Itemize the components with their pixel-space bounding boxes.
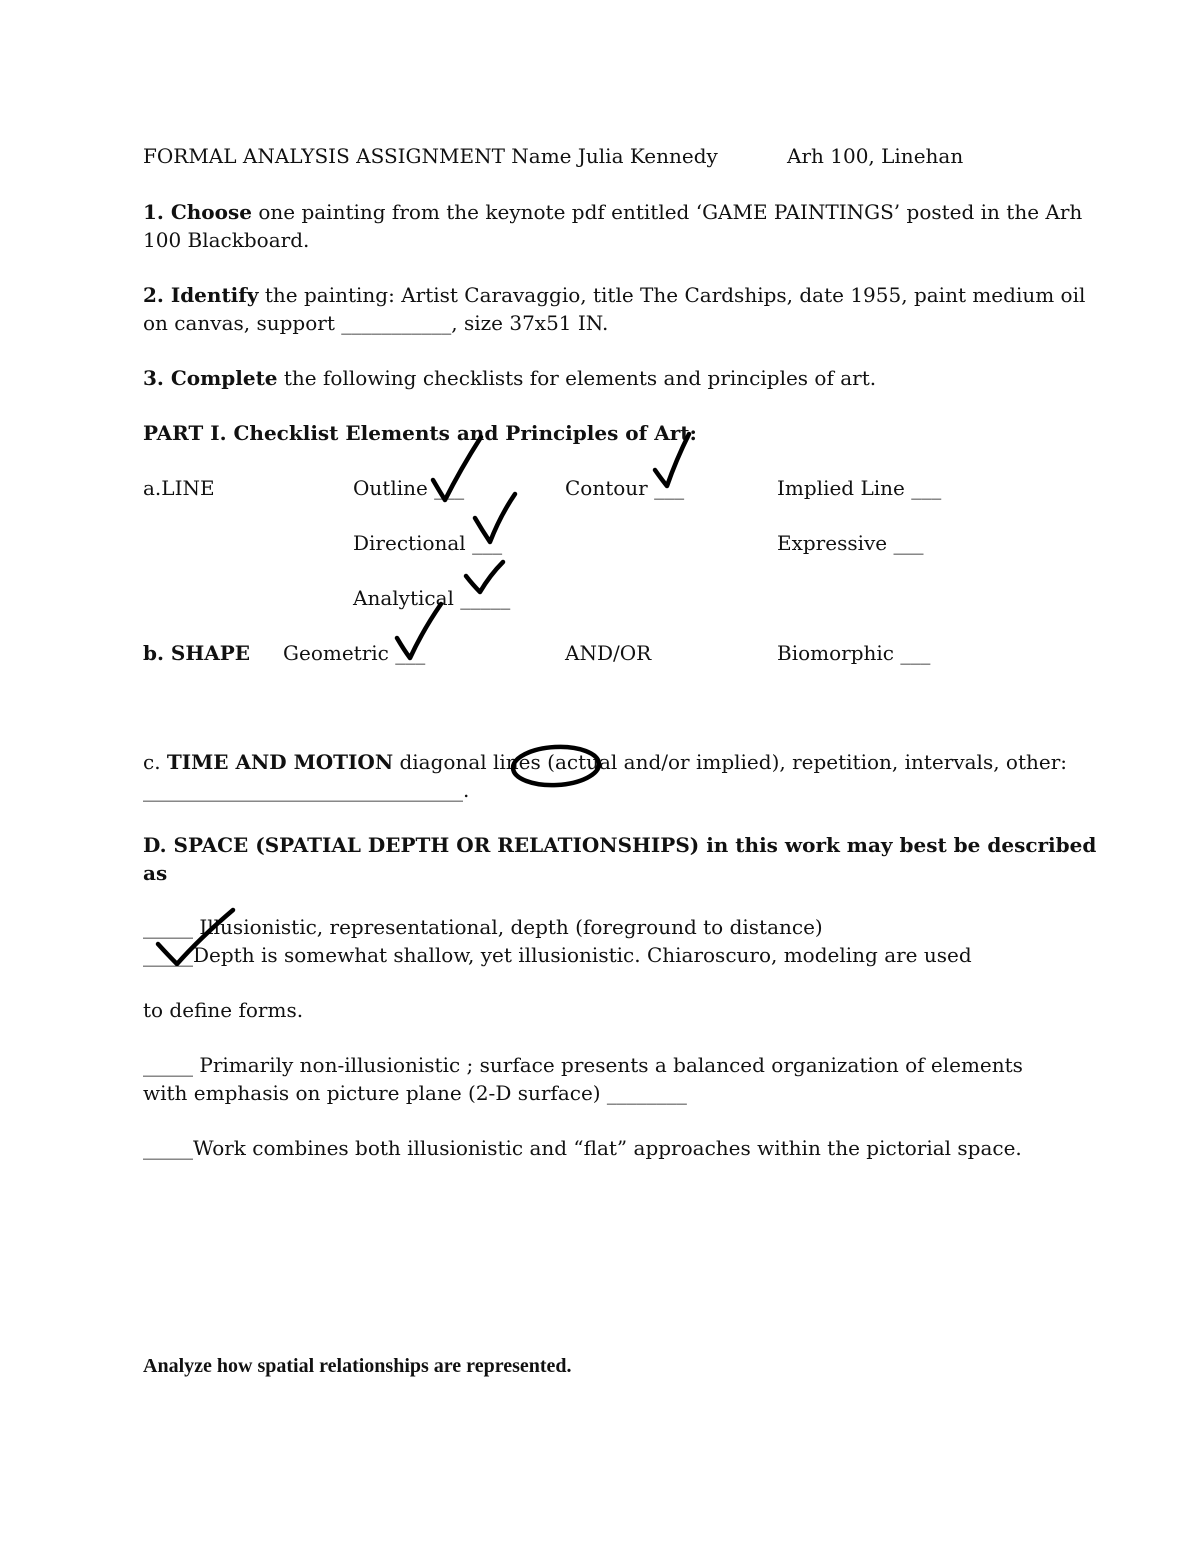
space-option-illusionistic: _____ Illusionistic, representational, depth (foreground to distance) [143, 915, 823, 939]
name-label: Name [511, 144, 572, 168]
and-or-label: AND/OR [565, 641, 652, 665]
question-1-label: 1. Choose [143, 200, 252, 224]
biomorphic-item: Biomorphic ___ [777, 641, 931, 665]
space-option-non-illusionistic-cont: with emphasis on picture plane (2-D surface) ________ [143, 1081, 687, 1105]
implied-line-item: Implied Line ___ [777, 476, 942, 500]
line-label: a.LINE [143, 476, 215, 500]
space-option-shallow-cont: to define forms. [143, 998, 304, 1022]
part-1-heading: PART I. Checklist Elements and Principles of Art: [143, 421, 697, 445]
geometric-item: Geometric ___ [283, 641, 426, 665]
question-1-cont: 100 Blackboard. [143, 228, 310, 252]
time-motion-prefix: c. [143, 750, 167, 774]
question-3 [143, 364, 876, 392]
space-heading-cont: as [143, 861, 168, 885]
time-motion-text: diagonal lines (actual and/or implied), repetition, intervals, other: [393, 750, 1068, 774]
course-label: Arh 100, Linehan [787, 144, 964, 168]
outline-item: Outline ___ [353, 476, 465, 500]
directional-item: Directional ___ [353, 531, 503, 555]
question-2-label: 2. Identify [143, 283, 259, 307]
question-1-text: one painting from the keynote pdf entitled ‘GAME PAINTINGS’ posted in the Arh [251, 200, 1083, 224]
header-line [143, 142, 718, 170]
time-motion-line [143, 748, 1067, 776]
closing-prompt: Analyze how spatial relationships are represented. [143, 1355, 572, 1377]
question-3-label: 3. Complete [143, 366, 278, 390]
space-option-non-illusionistic: _____ Primarily non-illusionistic ; surface presents a balanced organization of elements [143, 1053, 1023, 1077]
question-1 [143, 198, 1082, 226]
space-option-shallow: _____Depth is somewhat shallow, yet illusionistic. Chiaroscuro, modeling are used [143, 943, 972, 967]
contour-item: Contour ___ [565, 476, 685, 500]
time-motion-label: TIME AND MOTION [166, 750, 394, 774]
space-option-combined: _____Work combines both illusionistic and “flat” approaches within the pictorial space. [143, 1136, 1022, 1160]
question-3-text: the following checklists for elements and principles of art. [277, 366, 877, 390]
question-2-text: the painting: Artist Caravaggio, title The Cardships, date 1955, paint medium oil [258, 283, 1086, 307]
student-name: Julia Kennedy [577, 144, 718, 168]
question-2-cont: on canvas, support ___________, size 37x51 IN. [143, 311, 609, 335]
time-motion-blank: ________________________________. [143, 778, 470, 802]
assignment-title: FORMAL ANALYSIS ASSIGNMENT [143, 144, 505, 168]
analytical-item: Analytical _____ [353, 586, 511, 610]
space-heading: D. SPACE (SPATIAL DEPTH OR RELATIONSHIPS) in this work may best be described [143, 833, 1097, 857]
question-2 [143, 281, 1085, 309]
shape-label: b. SHAPE [143, 641, 251, 665]
expressive-item: Expressive ___ [777, 531, 924, 555]
